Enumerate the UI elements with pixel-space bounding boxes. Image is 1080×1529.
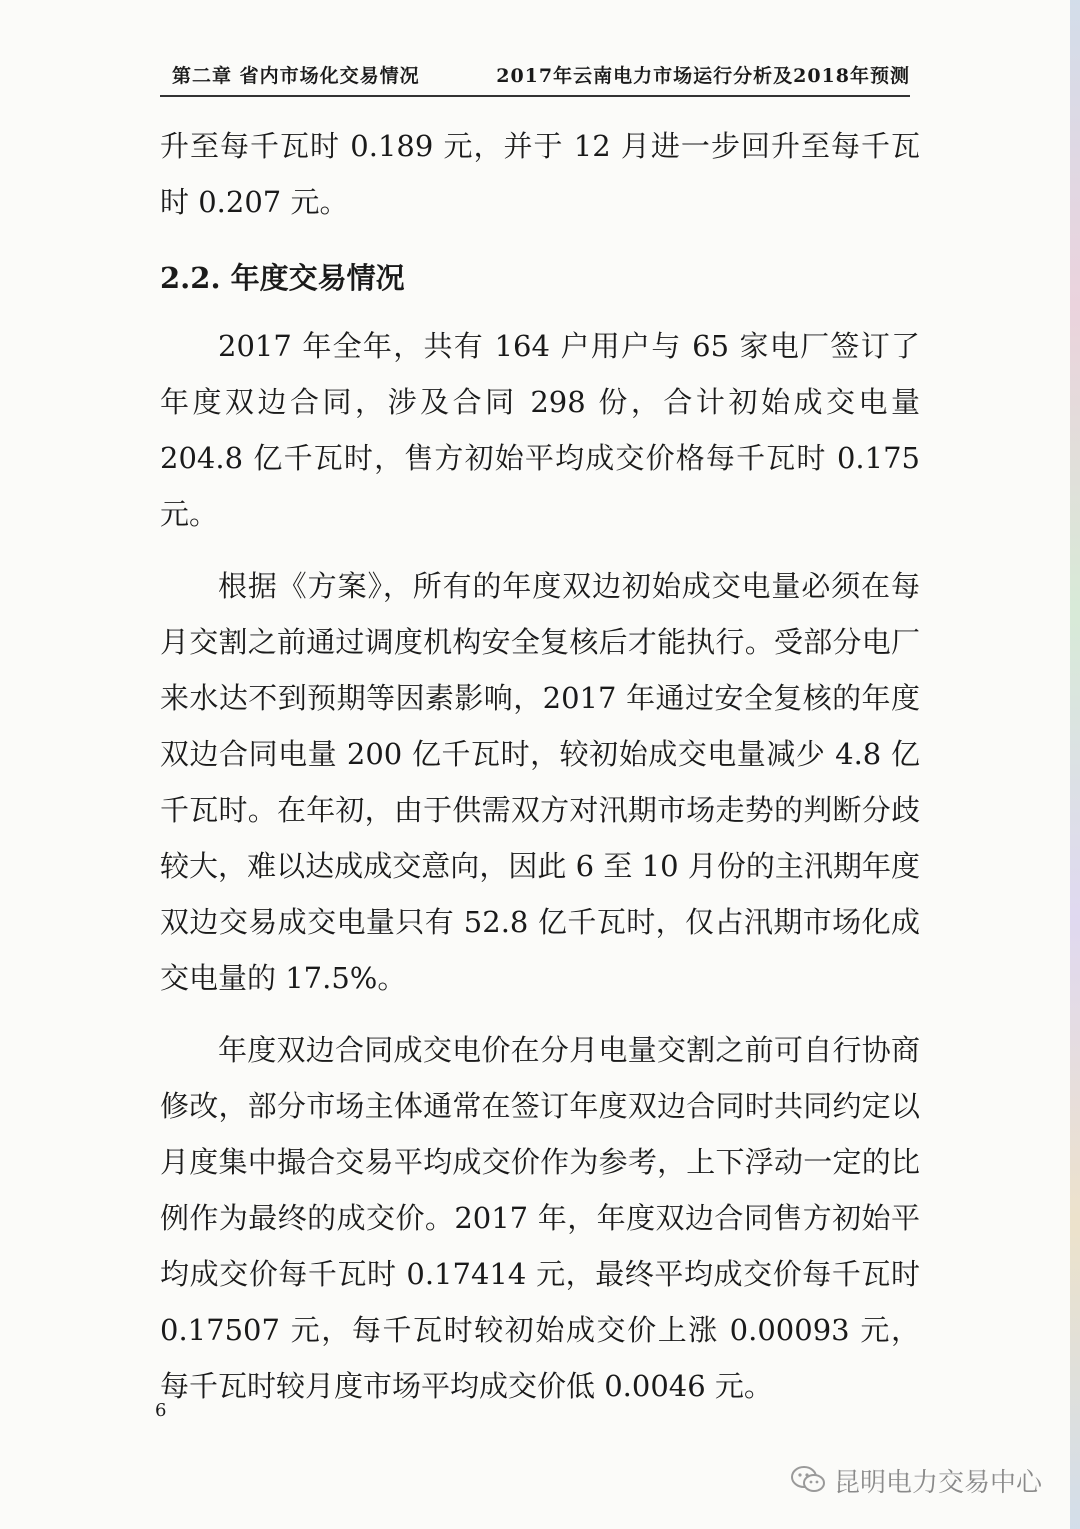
wechat-icon	[790, 1465, 826, 1495]
section-heading: 2.2. 年度交易情况	[160, 261, 405, 295]
running-header	[160, 55, 910, 97]
header-report-title: 2017年云南电力市场运行分析及2018年预测	[496, 65, 910, 87]
scan-edge-strip	[1070, 0, 1080, 1529]
paragraph-1: 2017 年全年，共有 164 户用户与 65 家电厂签订了年度双边合同，涉及合同 298 份，合计初始成交电量 204.8 亿千瓦时，售方初始平均成交价格每千瓦时 0.175 元。	[160, 329, 920, 531]
body-text	[160, 118, 920, 1414]
paragraph-3: 年度双边合同成交电价在分月电量交割之前可自行协商修改，部分市场主体通常在签订年度双边合同时共同约定以月度集中撮合交易平均成交价作为参考，上下浮动一定的比例作为最终的成交价。2017 年，年度双边合同售方初始平均成交价每千瓦时 0.17414 元，最终平均成交价每千瓦时 0.17507 元，每千瓦时较初始成交价上涨 0.00093 元，每千瓦时较月度市场平均成交价低 0.0046 元。	[160, 1033, 920, 1403]
intro-continuation: 升至每千瓦时 0.189 元，并于 12 月进一步回升至每千瓦时 0.207 元。	[160, 129, 920, 219]
header-chapter-title: 第二章 省内市场化交易情况	[172, 65, 420, 87]
paragraph-2: 根据《方案》，所有的年度双边初始成交电量必须在每月交割之前通过调度机构安全复核后才能执行。受部分电厂来水达不到预期等因素影响，2017 年通过安全复核的年度双边合同电量 200 亿千瓦时，较初始成交电量减少 4.8 亿千瓦时。在年初，由于供需双方对汛期市场走势的判断分歧较大，难以达成成交意向，因此 6 至 10 月份的主汛期年度双边交易成交电量只有 52.8 亿千瓦时，仅占汛期市场化成交电量的 17.5%。	[160, 569, 920, 995]
watermark	[790, 1460, 1042, 1500]
page-number: 6	[155, 1400, 167, 1421]
watermark-text: 昆明电力交易中心	[834, 1467, 1043, 1498]
